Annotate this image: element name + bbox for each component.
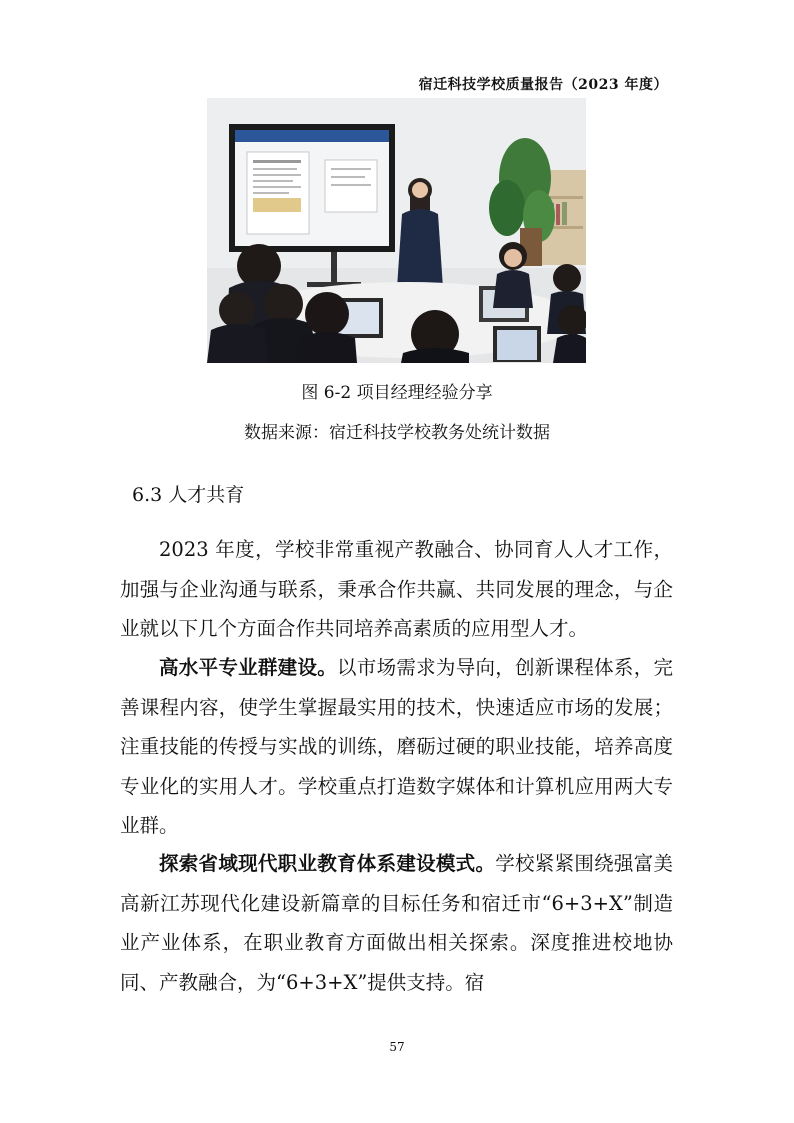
classroom-photo <box>207 98 586 363</box>
paragraph-intro: 2023 年度，学校非常重视产教融合、协同育人人才工作，加强与企业沟通与联系，秉承合作共赢、共同发展的理念，与企业就以下几个方面合作共同培养高素质的应用型人才。 <box>120 538 673 640</box>
paragraph-specialty-groups <box>120 648 673 846</box>
paragraph-lead-bold: 探索省域现代职业教育体系建设模式。 <box>159 852 496 875</box>
figure-caption: 图 6-2 项目经理经验分享 <box>301 383 493 403</box>
report-header-title: 宿迁科技学校质量报告（2023 年度） <box>418 77 668 93</box>
paragraph-vocational-system <box>120 844 673 1002</box>
paragraph-lead-bold: 高水平专业群建设。 <box>159 656 338 679</box>
figure-source: 数据来源：宿迁科技学校教务处统计数据 <box>244 423 550 443</box>
paragraph-body: 以市场需求为导向，创新课程体系，完善课程内容，使学生掌握最实用的技术，快速适应市场的发展；注重技能的传授与实战的训练，磨砺过硬的职业技能，培养高度专业化的实用人才。学校重点打造数字媒体和计算机应用两大专业群。 <box>120 656 673 837</box>
paragraph-body: 学校紧紧围绕强富美高新江苏现代化建设新篇章的目标任务和宿迁市“6+3+X”制造业产业体系，在职业教育方面做出相关探索。深度推进校地协同、产教融合，为“6+3+X”提供支持。宿 <box>120 852 673 994</box>
section-heading: 6.3 人才共育 <box>132 484 245 506</box>
page-number: 57 <box>389 1040 405 1054</box>
classroom-photo-illustration <box>207 98 586 363</box>
